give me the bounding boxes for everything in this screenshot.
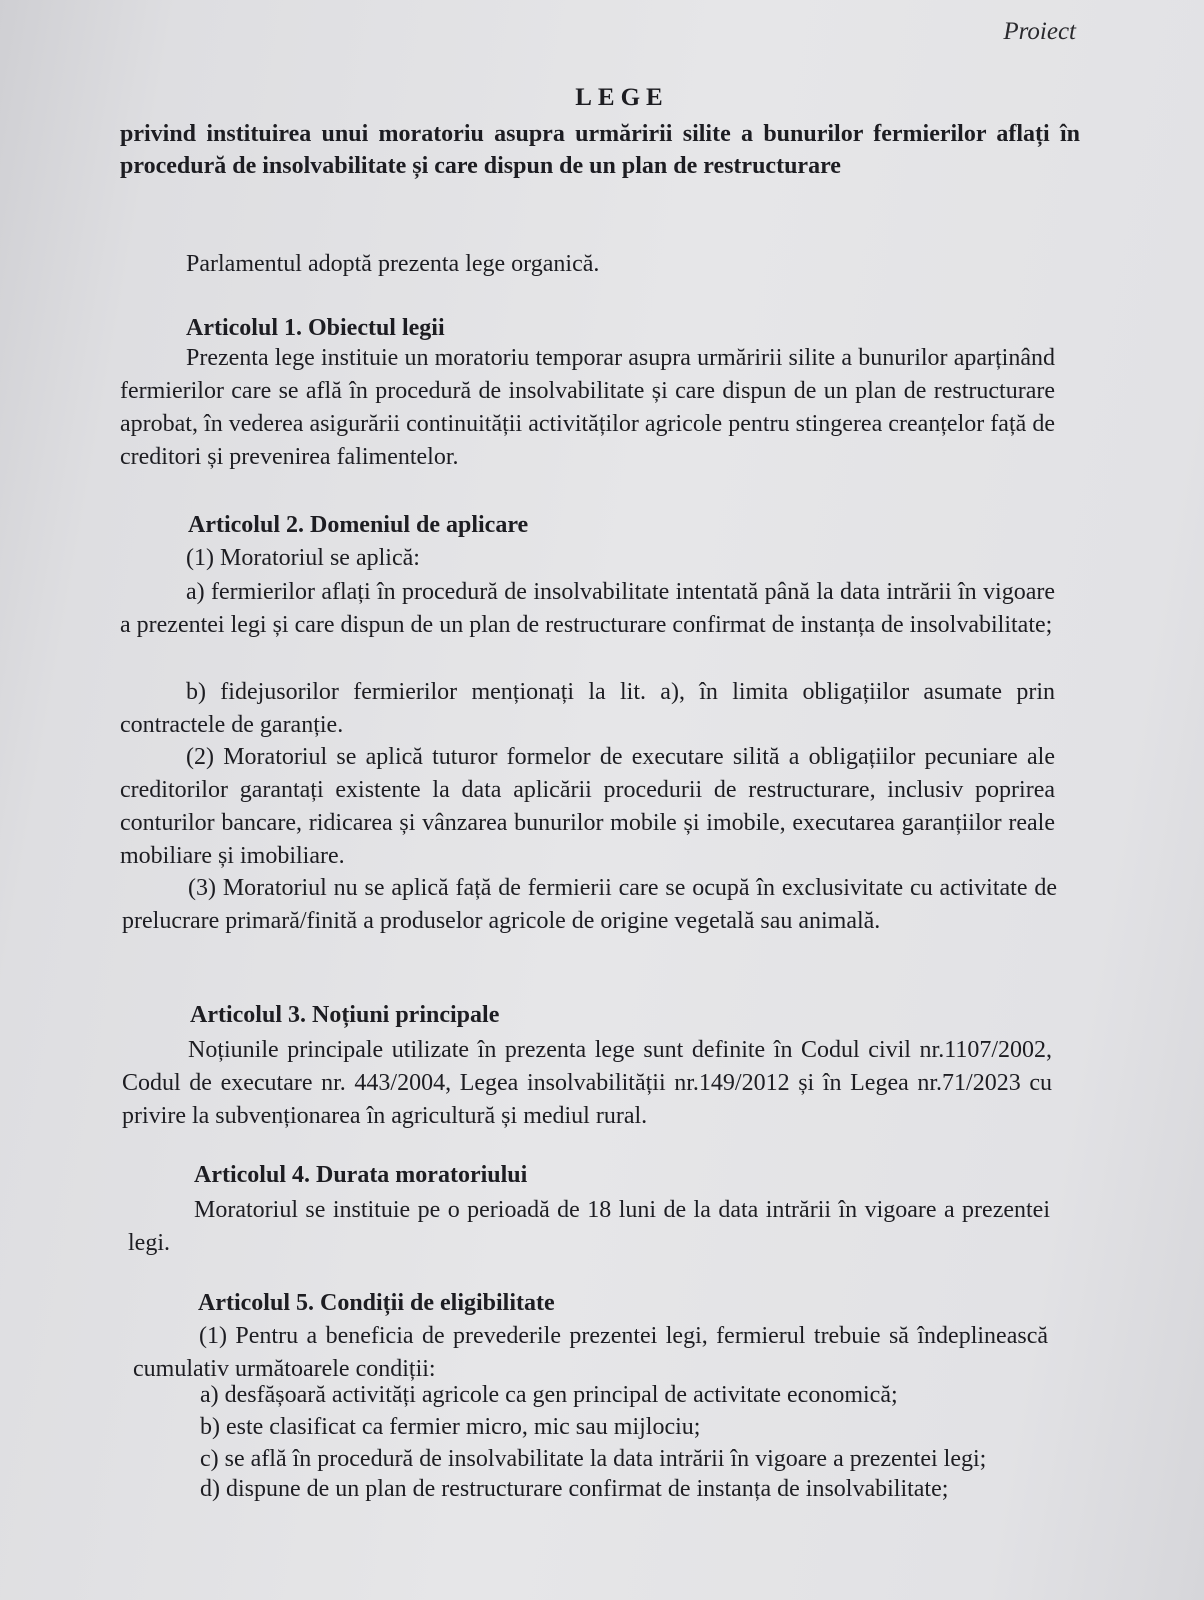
article-2-paragraph-1: (1) Moratoriul se aplică: bbox=[186, 545, 420, 571]
article-2-item-b: b) fidejusorilor fermierilor menționați la lit. a), în limita obligațiilor asumate prin contractele de garanție. bbox=[120, 679, 1055, 738]
article-3-heading: Articolul 3. Noțiuni principale bbox=[190, 1002, 500, 1028]
article-2-heading: Articolul 2. Domeniul de aplicare bbox=[188, 512, 529, 538]
article-3-paragraph: Noțiunile principale utilizate în prezenta lege sunt definite în Codul civil nr.1107/2002, Codul de executare nr. 443/2004, Legea insolvabilității nr.149/2012 și în Legea nr.71/2023 cu privire la subvenționarea în agricultură și mediul rural. bbox=[122, 1037, 1052, 1129]
document-title: LEGE bbox=[575, 84, 669, 111]
preamble: Parlamentul adoptă prezenta lege organică. bbox=[186, 251, 600, 277]
article-5-item-a: a) desfășoară activități agricole ca gen principal de activitate economică; bbox=[200, 1382, 898, 1408]
article-2-paragraph-2: (2) Moratoriul se aplică tuturor formelor de executare silită a obligațiilor pecuniare ale creditorilor garantați existente la data aplicării procedurii de restructurare, inclusiv poprirea conturilor bancare, ridicarea și vânzarea bunurilor mobile și imobile, executarea garanțiilor reale mobiliare și imobiliare. bbox=[120, 744, 1055, 869]
article-5-heading: Articolul 5. Condiții de eligibilitate bbox=[198, 1290, 555, 1316]
document-subtitle: privind instituirea unui moratoriu asupra urmăririi silite a bunurilor fermierilor aflați în procedură de insolvabilitate și care dispun de un plan de restructurare bbox=[120, 121, 1080, 179]
article-5-item-c: c) se află în procedură de insolvabilitate la data intrării în vigoare a prezentei legi; bbox=[200, 1446, 987, 1472]
article-2-paragraph-3: (3) Moratoriul nu se aplică față de fermierii care se ocupă în exclusivitate cu activitate de prelucrare primară/finită a produselor agricole de origine vegetală sau animală. bbox=[122, 875, 1057, 934]
draft-label: Proiect bbox=[1003, 18, 1076, 45]
article-1-heading: Articolul 1. Obiectul legii bbox=[186, 315, 445, 341]
article-2-item-a: a) fermierilor aflați în procedură de insolvabilitate intentată până la data intrării în vigoare a prezentei legi și care dispun de un plan de restructurare confirmat de instanța de insolvabilitate; bbox=[120, 579, 1055, 638]
article-5-paragraph-1: (1) Pentru a beneficia de prevederile prezentei legi, fermierul trebuie să îndeplinească cumulativ următoarele condiții: bbox=[133, 1323, 1048, 1382]
article-5-item-b: b) este clasificat ca fermier micro, mic sau mijlociu; bbox=[200, 1414, 701, 1440]
article-1-paragraph: Prezenta lege instituie un moratoriu temporar asupra urmăririi silite a bunurilor aparținând fermierilor care se află în procedură de insolvabilitate și care dispun de un plan de restructurare aprobat, în vederea asigurării continuității activităților agricole pentru stingerea creanțelor față de creditori și prevenirea falimentelor. bbox=[120, 345, 1055, 470]
article-5-item-d: d) dispune de un plan de restructurare confirmat de instanța de insolvabilitate; bbox=[200, 1476, 949, 1502]
article-4-paragraph: Moratoriul se instituie pe o perioadă de 18 luni de la data intrării în vigoare a prezentei legi. bbox=[128, 1197, 1050, 1256]
article-4-heading: Articolul 4. Durata moratoriului bbox=[194, 1162, 528, 1188]
